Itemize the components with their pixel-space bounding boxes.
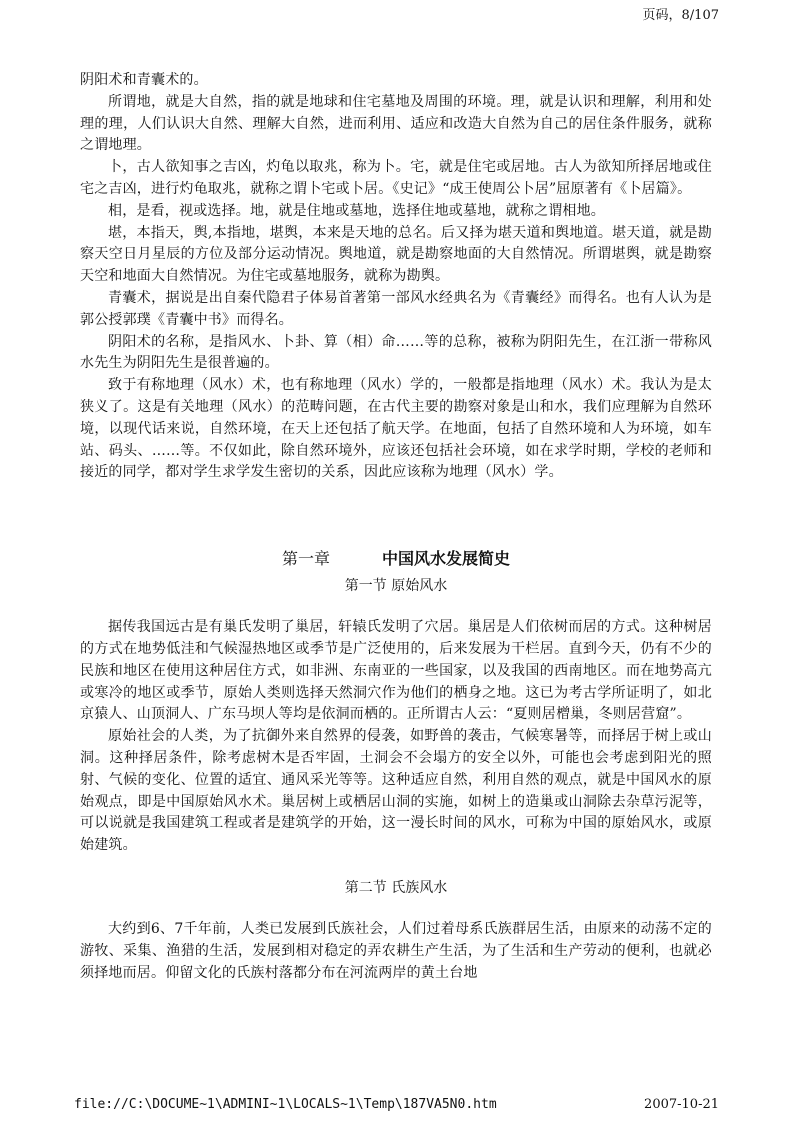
file-path: file://C:\DOCUME~1\ADMINI~1\LOCALS~1\Temp\187VA5N0.htm — [74, 1097, 497, 1112]
intro-paragraph: 阴阳术和青囊术的。 — [80, 72, 208, 88]
section-heading: 第二节 氏族风水 — [344, 879, 448, 896]
chapter-number: 第一章 — [281, 549, 330, 569]
chapter-heading — [80, 546, 712, 569]
intro-paragraph: 相，是看，视或选择。地，就是住地或墓地，选择住地或墓地，就称之谓相地。 — [108, 202, 605, 219]
section-paragraph: 原始社会的人类，为了抗御外来自然界的侵袭，如野兽的袭击，气候寒暑等，而择居于树上或山洞。这种择居条件，除考虑树木是否牢固，土洞会不会塌方的安全以外，可能也会考虑到阳光的照射、气候的变化、位置的适宜、通风采光等等。这种适应自然，利用自然的观点，就是中国风水的原始观点，即是中国原始风水术。巢居树上或栖居山洞的实施，如树上的造巢或山洞除去杂草污泥等，可以说就是我国建筑工程或者是建筑学的开始，这一漫长时间的风水，可称为中国的原始风水，或原始建筑。 — [80, 728, 712, 854]
page-number-label: 页码，8/107 — [642, 8, 719, 23]
chapter-title: 中国风水发展简史 — [382, 549, 511, 569]
section-heading: 第一节 原始风水 — [344, 578, 448, 595]
intro-paragraph: 致于有称地理（风水）术，也有称地理（风水）学的，一般都是指地理（风水）术。我认为是太狭义了。这是有关地理（风水）的范畴问题，在古代主要的勘察对象是山和水，我们应理解为自然环境，以现代话来说，自然环境，在天上还包括了航天学。在地面，包括了自然环境和人为环境，如车站、码头、……等。不仅如此，除自然环境外，应该还包括社会环境，如在求学时期，学校的老师和接近的同学，都对学生求学发生密切的关系，因此应该称为地理（风水）学。 — [80, 377, 712, 481]
intro-paragraph: 阴阳术的名称，是指风水、卜卦、算（相）命……等的总称，被称为阴阳先生，在江浙一带称风水先生为阴阳先生是很普遍的。 — [80, 333, 712, 372]
print-date: 2007-10-21 — [644, 1097, 719, 1112]
intro-paragraph: 青囊术，据说是出自秦代隐君子体易首著第一部风水经典名为《青囊经》而得名。也有人认为是郭公授郭璞《青囊中书》而得名。 — [80, 289, 712, 328]
intro-paragraph: 所谓地，就是大自然，指的就是地球和住宅墓地及周围的环境。理，就是认识和理解，利用和处理的理，人们认识大自然、理解大自然，进而利用、适应和改造大自然为自己的居住条件服务，就称之谓地理。 — [80, 93, 712, 154]
page-footer — [74, 1097, 719, 1112]
section-paragraph: 大约到6、7千年前，人类已发展到氏族社会，人们过着母系氏族群居生活，由原来的动荡不定的游牧、采集、渔猎的生活，发展到相对稳定的弄农耕生产生活，为了生活和生产劳动的便利，也就必须择地而居。仰留文化的氏族村落都分布在河流两岸的黄土台地 — [80, 920, 712, 981]
section-paragraph: 据传我国远古是有巢氏发明了巢居，轩辕氏发明了穴居。巢居是人们依树而居的方式。这种树居的方式在地势低洼和气候湿热地区或季节是广泛使用的，后来发展为干栏居。直到今天，仍有不少的民族和地区在使用这种居住方式，如非洲、东南亚的一些国家，以及我国的西南地区。而在地势高亢或寒冷的地区或季节，原始人类则选择天然洞穴作为他们的栖身之地。这已为考古学所证明了，如北京猿人、山顶洞人、广东马坝人等均是依洞而栖的。正所谓古人云：“夏则居橧巢，冬则居营窟”。 — [80, 619, 712, 723]
intro-paragraph: 卜，古人欲知事之吉凶，灼龟以取兆，称为卜。宅，就是住宅或居地。古人为欲知所择居地或住宅之吉凶，进行灼龟取兆，就称之谓卜宅或卜居。《史记》“成王使周公卜居”屈原著有《卜居篇》。 — [80, 159, 712, 197]
intro-paragraph: 堪，本指天，舆,本指地，堪舆，本来是天地的总名。后又择为堪天道和舆地道。堪天道，就是勘察天空日月星辰的方位及部分运动情况。舆地道，就是勘察地面的大自然情况。所谓堪舆，就是勘察天空和地面大自然情况。为住宅或墓地服务，就称为勘舆。 — [80, 224, 712, 285]
document-body — [80, 70, 712, 984]
